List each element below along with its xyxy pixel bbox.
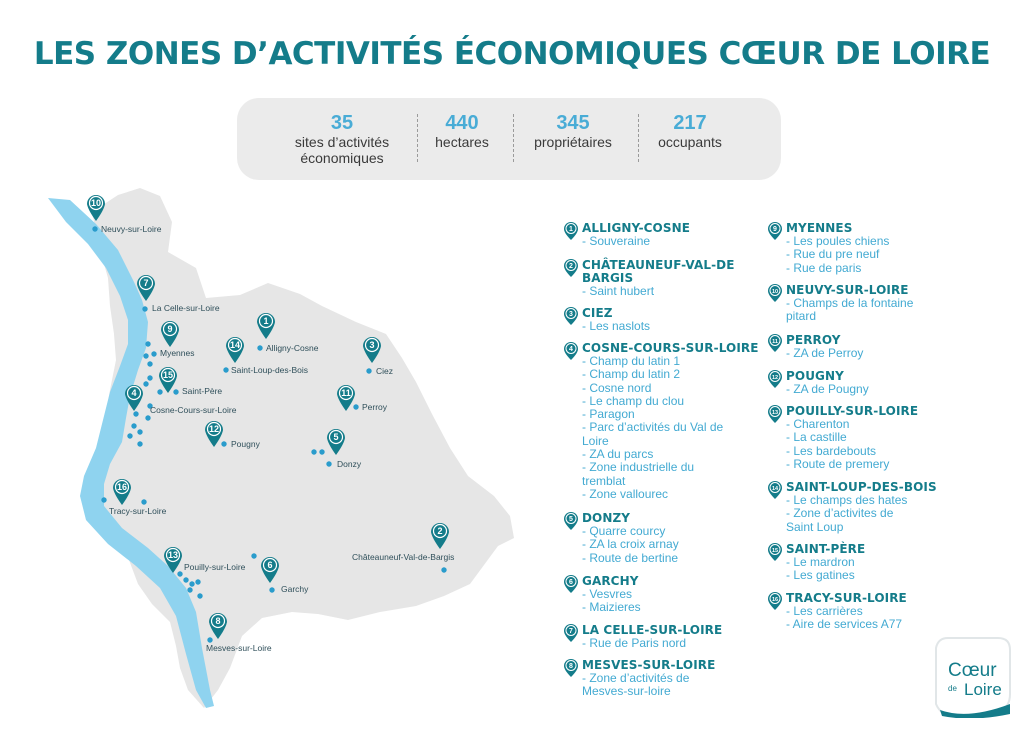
zone-commune-name: GARCHY	[582, 574, 639, 588]
zone-entry-6	[569, 574, 772, 615]
zone-site-item: - Zone d’activités de	[582, 671, 690, 685]
zone-location-dot	[133, 411, 138, 416]
city-label: Garchy	[281, 584, 309, 594]
zone-entry-8	[569, 658, 772, 699]
pin-number: 3	[569, 311, 573, 318]
zone-site-item: - Le champ du clou	[582, 393, 685, 408]
stat-value: 217	[673, 112, 707, 134]
stat-value: 345	[556, 112, 590, 134]
zone-site-item: - Quarre courcy	[582, 524, 666, 538]
map-pin-icon	[768, 334, 782, 352]
map-pin-icon	[564, 575, 578, 593]
pin-number: 4	[131, 388, 137, 398]
zone-site-item: tremblat	[582, 473, 626, 488]
zone-entry-1	[569, 221, 772, 248]
zone-location-dot	[177, 571, 182, 576]
zone-commune-name: TRACY-SUR-LOIRE	[786, 591, 907, 605]
zone-location-dot	[195, 579, 200, 584]
city-label: Mesves-sur-Loire	[206, 643, 272, 653]
pin-number: 12	[771, 375, 779, 381]
zone-location-dot	[145, 341, 150, 346]
pin-number: 8	[215, 616, 221, 626]
city-label: Myennes	[160, 348, 195, 358]
zone-commune-name: CIEZ	[582, 306, 613, 320]
zone-site-item: - Aire de services A77	[786, 617, 903, 632]
zone-location-dot	[145, 415, 150, 420]
zone-location-dot	[142, 306, 147, 311]
zone-entry-7	[569, 623, 772, 650]
zone-site-item: - Les carrières	[786, 604, 863, 618]
stat-label: propriétaires	[534, 134, 612, 150]
zone-location-dot	[189, 581, 194, 586]
zone-location-dot	[173, 389, 178, 394]
pin-number: 15	[771, 548, 779, 554]
zone-entry-11	[772, 333, 976, 360]
zone-site-item: - Les gatines	[786, 568, 855, 583]
city-label: Saint-Père	[182, 386, 223, 396]
zone-commune-name: CHÂTEAUNEUF-VAL-DE	[582, 258, 735, 272]
stat-value: 440	[445, 112, 479, 134]
city-label: Pougny	[231, 439, 260, 449]
zone-location-dot	[251, 553, 256, 558]
logo-text: Cœur	[948, 660, 997, 681]
logo-text: de	[948, 684, 957, 693]
zone-location-dot	[269, 587, 274, 592]
zone-commune-name: SAINT-PÈRE	[786, 542, 866, 556]
zone-location-dot	[101, 497, 106, 502]
zone-site-item: - Saint hubert	[582, 284, 655, 298]
zone-site-item: - Le mardron	[786, 555, 855, 569]
zone-entry-12	[771, 369, 976, 396]
zone-commune-name: MYENNES	[786, 221, 853, 235]
pin-number: 9	[773, 226, 777, 233]
city-label: Saint-Loup-des-Bois	[231, 365, 309, 375]
zone-location-dot	[92, 226, 97, 231]
zone-commune-name: POUGNY	[786, 369, 844, 383]
pin-number: 4	[569, 346, 573, 353]
zone-commune-name: LA CELLE-SUR-LOIRE	[582, 623, 723, 637]
zone-commune-name: DONZY	[582, 511, 631, 525]
zone-entry-10	[771, 283, 976, 324]
map-pin-icon	[768, 370, 782, 388]
zone-site-item: - Zone industrielle du	[582, 460, 695, 475]
page-title: LES ZONES D’ACTIVITÉS ÉCONOMIQUES CŒUR DE LOIRE	[33, 36, 991, 72]
stat-label: occupants	[658, 134, 722, 150]
zone-location-dot	[137, 429, 142, 434]
map-pin-icon	[768, 222, 782, 240]
zone-location-dot	[187, 587, 192, 592]
zone-commune-name: MESVES-SUR-LOIRE	[582, 658, 716, 672]
zone-entry-3	[569, 306, 772, 333]
zone-site-item: - Le champs des hates	[786, 493, 908, 507]
map-pin-icon	[564, 512, 578, 530]
pin-number: 16	[771, 597, 779, 603]
zone-site-item: - Les naslots	[582, 319, 651, 333]
zone-site-item: - Route de premery	[786, 456, 890, 471]
pin-number: 6	[267, 560, 273, 570]
zone-site-item: - Zone vallourec	[582, 486, 669, 501]
zone-commune-name: COSNE-COURS-SUR-LOIRE	[582, 341, 759, 355]
zone-entry-16	[771, 591, 976, 632]
zone-site-item: - Souveraine	[582, 234, 651, 248]
map-pin-icon	[564, 624, 578, 642]
pin-number: 7	[143, 278, 149, 288]
map-pin-icon	[564, 342, 578, 360]
zone-location-dot	[127, 433, 132, 438]
stat-label: sites d’activités	[294, 134, 390, 150]
zone-location-dot	[326, 461, 331, 466]
zone-commune-name: ALLIGNY-COSNE	[582, 221, 691, 235]
zone-site-item: - Champ du latin 2	[582, 367, 681, 382]
zone-site-item: - ZA de Pougny	[786, 382, 869, 396]
zone-location-dot	[197, 593, 202, 598]
map-pin-icon	[768, 284, 782, 302]
zone-site-item: - Champ du latin 1	[582, 354, 681, 368]
pin-number: 9	[167, 324, 173, 334]
zone-site-item: - Rue du pre neuf	[786, 247, 880, 262]
map-pin-icon	[768, 543, 782, 561]
zone-site-item: - ZA de Perroy	[786, 346, 864, 360]
zone-site-item: Mesves-sur-loire	[582, 684, 671, 699]
zone-location-dot	[137, 441, 142, 446]
zone-site-item: - ZA du parcs	[582, 447, 654, 462]
pin-number: 5	[333, 432, 339, 442]
pin-number: 16	[116, 482, 128, 492]
city-label: La Celle-sur-Loire	[152, 303, 220, 313]
zone-commune-name: NEUVY-SUR-LOIRE	[786, 283, 909, 297]
zone-entry-2	[569, 258, 772, 298]
zone-site-item: - Rue de paris	[786, 260, 862, 275]
zone-commune-name: BARGIS	[582, 271, 634, 285]
zone-site-item: Loire	[582, 433, 609, 448]
map-pin-icon	[768, 481, 782, 499]
zone-entry-15	[771, 542, 976, 583]
zone-location-dot	[441, 567, 446, 572]
map-pin-icon	[768, 592, 782, 610]
zone-site-item: - Maizieres	[582, 600, 641, 615]
zone-commune-name: PERROY	[786, 333, 841, 347]
city-label: Perroy	[362, 402, 388, 412]
zone-site-item: - Champs de la fontaine	[786, 296, 914, 310]
city-label: Châteauneuf-Val-de-Bargis	[352, 552, 455, 562]
pin-number: 10	[771, 289, 779, 295]
pin-number: 13	[771, 410, 779, 416]
map-pin-icon	[564, 259, 578, 277]
pin-number: 5	[569, 516, 573, 523]
pin-number: 2	[437, 526, 443, 536]
city-label: Neuvy-sur-Loire	[101, 224, 162, 234]
zone-commune-name: SAINT-LOUP-DES-BOIS	[786, 480, 937, 494]
zone-entry-5	[569, 511, 772, 565]
pin-number: 2	[569, 263, 573, 270]
city-label: Ciez	[376, 366, 394, 376]
zone-location-dot	[311, 449, 316, 454]
zone-location-dot	[257, 345, 262, 350]
zone-site-item: - La castille	[786, 430, 847, 445]
zone-site-item: - Les bardebouts	[786, 443, 877, 458]
pin-number: 11	[341, 388, 351, 398]
map-pin-icon	[564, 307, 578, 325]
zone-site-item: Saint Loup	[786, 519, 844, 534]
zone-location-dot	[183, 577, 188, 582]
zone-location-dot	[147, 375, 152, 380]
zone-site-item: - Les poules chiens	[786, 234, 890, 248]
zone-entry-14	[771, 480, 976, 534]
city-label: Tracy-sur-Loire	[109, 506, 167, 516]
city-label: Pouilly-sur-Loire	[184, 562, 246, 572]
zone-location-dot	[141, 499, 146, 504]
pin-number: 14	[771, 486, 779, 492]
zone-site-item: - Charenton	[786, 417, 850, 431]
city-label: Donzy	[337, 459, 362, 469]
zone-location-dot	[353, 404, 358, 409]
zone-location-dot	[207, 637, 212, 642]
pin-number: 6	[569, 579, 573, 586]
pin-number: 10	[90, 198, 102, 208]
zone-site-item: - Cosne nord	[582, 380, 652, 395]
stat-occupants	[647, 112, 733, 150]
stat-label: économiques	[300, 150, 384, 166]
zone-location-dot	[223, 367, 228, 372]
zone-site-item: - Rue de Paris nord	[582, 636, 687, 650]
zone-site-item: pitard	[786, 309, 817, 324]
pin-number: 3	[369, 340, 375, 350]
pin-number: 8	[569, 663, 573, 670]
zone-entry-13	[771, 404, 976, 471]
zone-site-item: - Vesvres	[582, 587, 633, 601]
pin-number: 7	[569, 628, 573, 635]
stat-label: hectares	[435, 134, 489, 150]
zone-site-item: - Zone d’activites de	[786, 506, 894, 521]
zone-location-dot	[366, 368, 371, 373]
zone-location-dot	[157, 389, 162, 394]
logo-text: Loire	[964, 680, 1002, 699]
map-pin-icon	[564, 659, 578, 677]
river-label: Loire	[76, 438, 95, 464]
pin-number: 1	[263, 316, 269, 326]
stat-value: 35	[330, 112, 354, 134]
territory-shape	[86, 188, 514, 708]
zone-site-item: - Route de bertine	[582, 550, 679, 565]
zone-entry-9	[773, 221, 976, 275]
pin-number: 12	[208, 424, 220, 434]
pin-number: 1	[569, 226, 573, 233]
map-pin-icon	[768, 405, 782, 423]
zone-site-item: - Paragon	[582, 407, 635, 422]
zone-site-item: - ZA la croix arnay	[582, 537, 679, 552]
zone-location-dot	[151, 351, 156, 356]
zone-site-item: - Parc d’activités du Val de	[582, 420, 724, 435]
zone-commune-name: POUILLY-SUR-LOIRE	[786, 404, 919, 418]
pin-number: 15	[162, 370, 174, 380]
zone-location-dot	[221, 441, 226, 446]
zone-location-dot	[143, 381, 148, 386]
pin-number: 11	[772, 339, 778, 345]
zone-location-dot	[147, 361, 152, 366]
map-pin-icon	[564, 222, 578, 240]
zone-entry-4	[569, 341, 772, 501]
city-label: Alligny-Cosne	[266, 343, 319, 353]
zone-location-dot	[131, 423, 136, 428]
city-label: Cosne-Cours-sur-Loire	[150, 405, 237, 415]
stat-owners	[523, 112, 623, 150]
pin-number: 13	[167, 550, 179, 560]
zone-location-dot	[143, 353, 148, 358]
pin-number: 14	[229, 340, 241, 350]
stat-divider	[638, 114, 639, 162]
zone-location-dot	[319, 449, 324, 454]
